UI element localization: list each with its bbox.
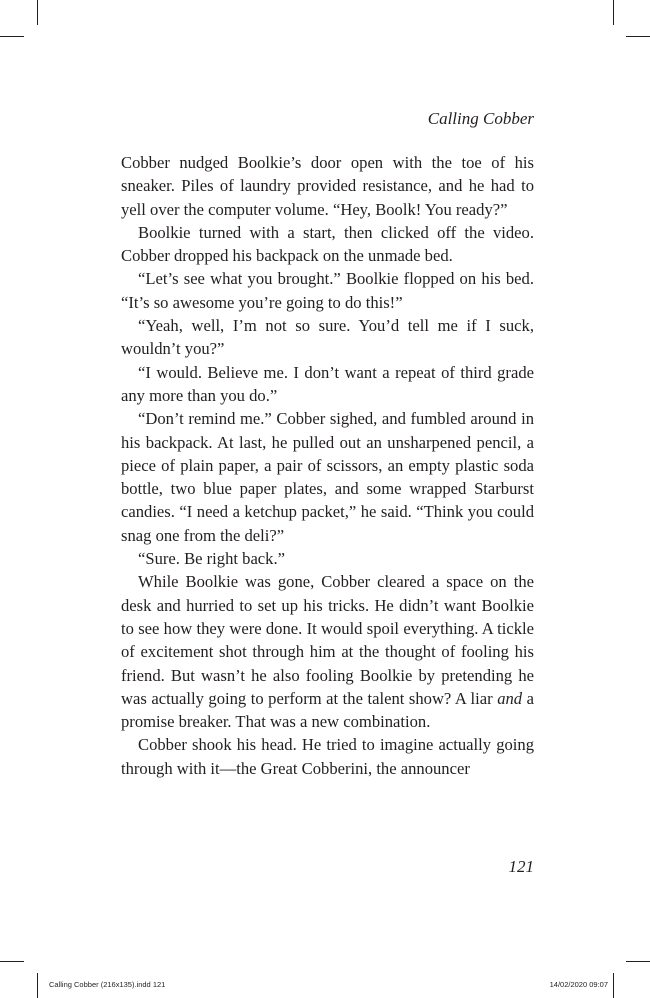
crop-mark xyxy=(37,973,38,998)
emphasis: and xyxy=(497,688,523,708)
paragraph-text: a promise breaker. That was a new combination. xyxy=(121,688,534,732)
slug-filename: Calling Cobber (216x135).indd 121 xyxy=(49,980,166,989)
crop-mark xyxy=(626,36,650,37)
page-number: 121 xyxy=(508,857,534,876)
paragraph: “Don’t remind me.” Cobber sighed, and fumbled around in his backpack. At last, he pulled out an unsharpened pencil, a piece of plain paper, a pair of scissors, an empty plastic soda bottle, two blue paper plates, and some wrapped Starburst candies. “I need a ketchup packet,” he said. “Think you could snag one from the deli?” xyxy=(121,409,534,545)
paragraph: Cobber nudged Boolkie’s door open with the toe of his sneaker. Piles of laundry provided resistance, and he had to yell over the computer volume. “Hey, Boolk! You ready?” xyxy=(121,153,534,219)
crop-mark xyxy=(37,0,38,25)
crop-mark xyxy=(626,961,650,962)
running-head: Calling Cobber xyxy=(427,109,534,128)
body-text xyxy=(121,151,534,780)
paragraph: “Let’s see what you brought.” Boolkie flopped on his bed. “It’s so awesome you’re going to do this!” xyxy=(121,269,534,312)
paragraph: “Yeah, well, I’m not so sure. You’d tell me if I suck, wouldn’t you?” xyxy=(121,316,534,359)
crop-mark xyxy=(0,961,24,962)
crop-mark xyxy=(613,0,614,25)
paragraph-text: While Boolkie was gone, Cobber cleared a space on the desk and hurried to set up his tricks. He didn’t want Boolkie to see how they were done. It would spoil everything. A tickle of excitement shot through him at the thought of fooling his friend. But wasn’t he also fooling Boolkie by pretending he was actually going to perform at the talent show? A liar xyxy=(121,572,534,708)
crop-mark xyxy=(0,36,24,37)
paragraph xyxy=(121,570,534,733)
paragraph: “Sure. Be right back.” xyxy=(138,549,285,569)
paragraph: Cobber shook his head. He tried to imagine actually going through with it—the Great Cobberini, the announcer xyxy=(121,735,534,778)
paragraph: Boolkie turned with a start, then clicked off the video. Cobber dropped his backpack on the unmade bed. xyxy=(121,222,534,266)
slug-date: 14/02/2020 09:07 xyxy=(549,980,608,989)
paragraph: “I would. Believe me. I don’t want a repeat of third grade any more than you do.” xyxy=(121,362,534,405)
crop-mark xyxy=(613,973,614,998)
